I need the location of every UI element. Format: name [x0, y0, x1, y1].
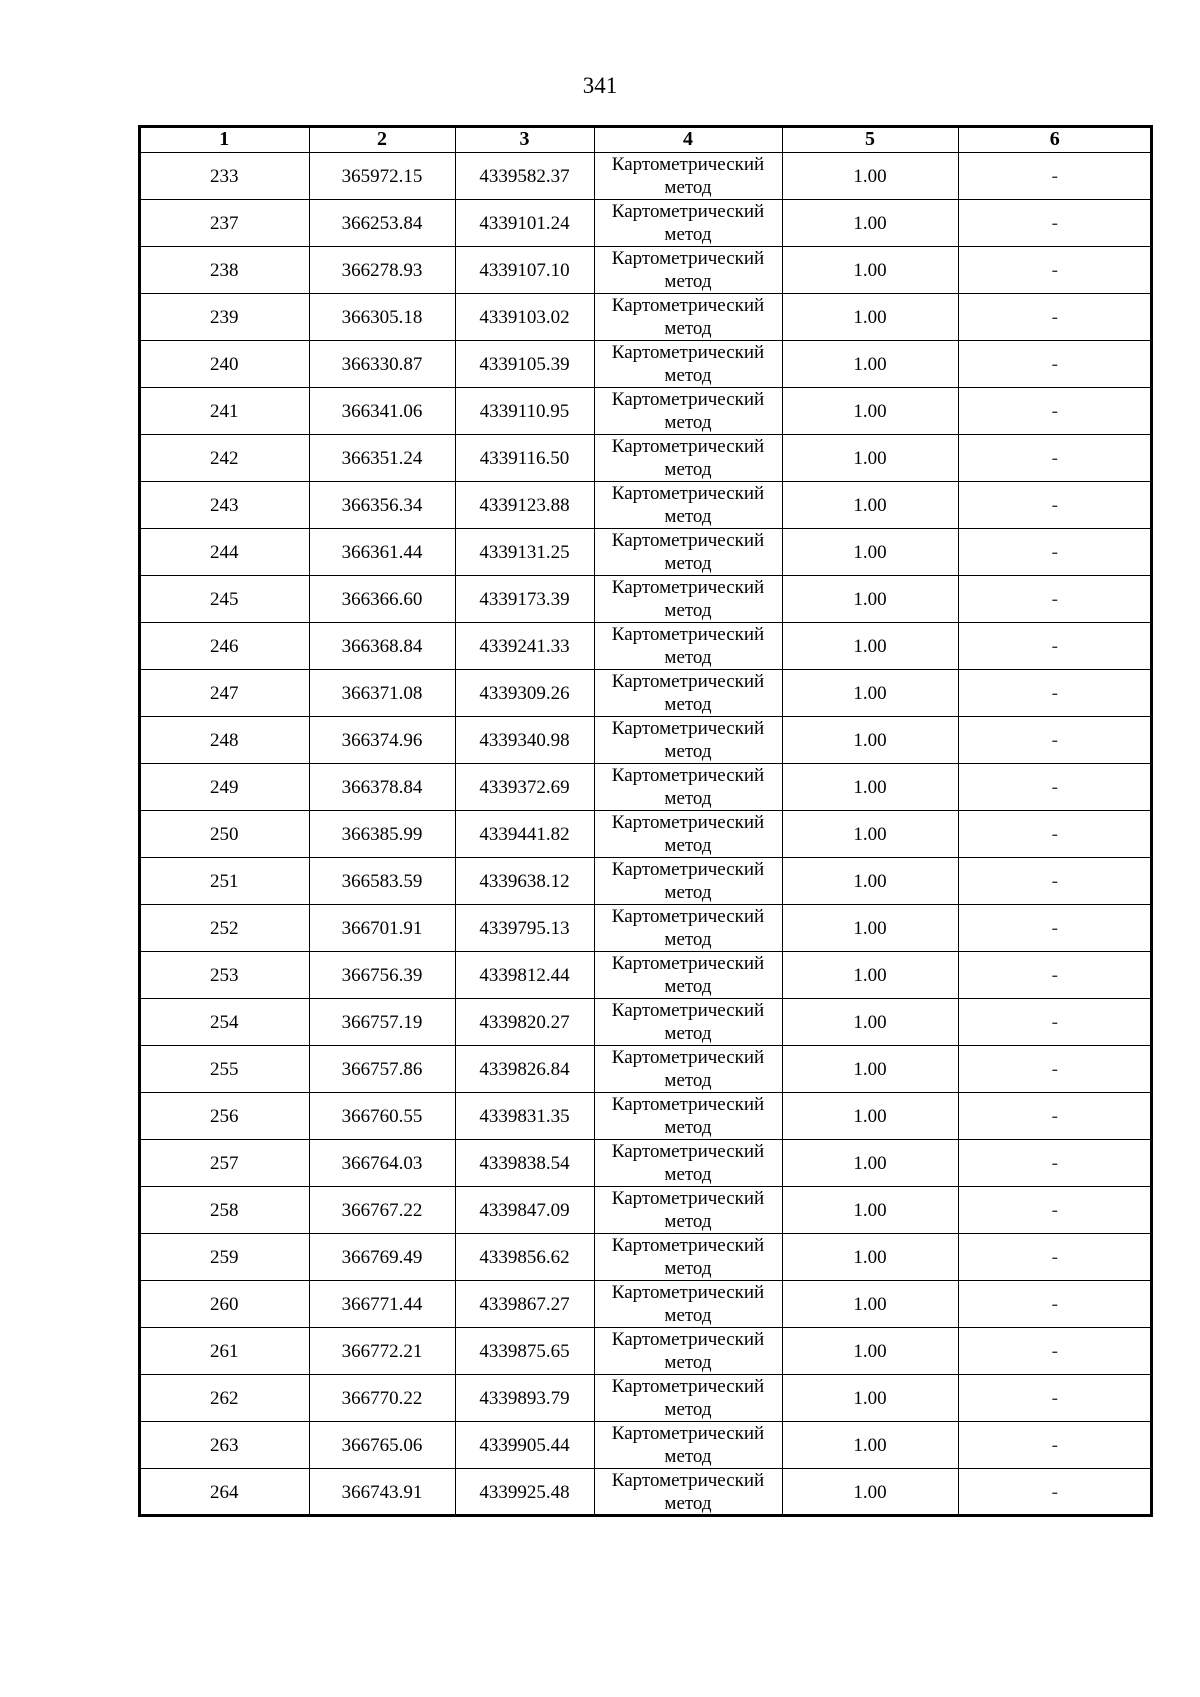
method-text-line-1: Картометрический [611, 1282, 765, 1303]
method-cell [594, 153, 782, 200]
method-text-line-2: метод [664, 929, 712, 950]
method-text-line-1: Картометрический [611, 812, 765, 833]
method-text-line-2: метод [664, 788, 712, 809]
x-coordinate-cell: 366330.87 [309, 341, 455, 388]
method-cell [594, 952, 782, 999]
method-text-line-1: Картометрический [611, 1235, 765, 1256]
method-text-line-1: Картометрический [611, 765, 765, 786]
y-coordinate-cell: 4339123.88 [455, 482, 594, 529]
column-header-4: 4 [594, 126, 782, 153]
method-text-line-1: Картометрический [611, 906, 765, 927]
x-coordinate-cell: 366374.96 [309, 717, 455, 764]
table-row [139, 717, 1152, 764]
table-row [139, 1234, 1152, 1281]
method-text-line-1: Картометрический [611, 248, 765, 269]
accuracy-cell: 1.00 [782, 294, 958, 341]
y-coordinate-cell: 4339441.82 [455, 811, 594, 858]
method-text-line-2: метод [664, 882, 712, 903]
method-text-line-2: метод [664, 1164, 712, 1185]
table-row [139, 1328, 1152, 1375]
method-cell [594, 200, 782, 247]
table-row [139, 999, 1152, 1046]
method-cell [594, 294, 782, 341]
point-number-cell: 245 [139, 576, 309, 623]
table-row [139, 576, 1152, 623]
x-coordinate-cell: 366351.24 [309, 435, 455, 482]
x-coordinate-cell: 366371.08 [309, 670, 455, 717]
method-text-line-2: метод [664, 318, 712, 339]
note-cell: - [958, 247, 1152, 294]
note-cell: - [958, 200, 1152, 247]
accuracy-cell: 1.00 [782, 1328, 958, 1375]
method-cell [594, 1234, 782, 1281]
method-cell [594, 999, 782, 1046]
point-number-cell: 257 [139, 1140, 309, 1187]
y-coordinate-cell: 4339105.39 [455, 341, 594, 388]
method-cell [594, 1140, 782, 1187]
note-cell: - [958, 1328, 1152, 1375]
method-text-line-2: метод [664, 1399, 712, 1420]
method-text-line-2: метод [664, 506, 712, 527]
accuracy-cell: 1.00 [782, 1281, 958, 1328]
method-cell [594, 811, 782, 858]
accuracy-cell: 1.00 [782, 952, 958, 999]
point-number-cell: 262 [139, 1375, 309, 1422]
accuracy-cell: 1.00 [782, 1046, 958, 1093]
method-text-line-2: метод [664, 365, 712, 386]
point-number-cell: 258 [139, 1187, 309, 1234]
y-coordinate-cell: 4339309.26 [455, 670, 594, 717]
method-text-line-1: Картометрический [611, 389, 765, 410]
note-cell: - [958, 1234, 1152, 1281]
table-row [139, 1469, 1152, 1517]
method-cell [594, 670, 782, 717]
method-cell [594, 858, 782, 905]
accuracy-cell: 1.00 [782, 247, 958, 294]
column-header-2: 2 [309, 126, 455, 153]
accuracy-cell: 1.00 [782, 153, 958, 200]
accuracy-cell: 1.00 [782, 1375, 958, 1422]
point-number-cell: 259 [139, 1234, 309, 1281]
y-coordinate-cell: 4339173.39 [455, 576, 594, 623]
method-text-line-2: метод [664, 1352, 712, 1373]
y-coordinate-cell: 4339893.79 [455, 1375, 594, 1422]
method-text-line-2: метод [664, 835, 712, 856]
method-text-line-1: Картометрический [611, 295, 765, 316]
table-row [139, 764, 1152, 811]
note-cell: - [958, 717, 1152, 764]
method-text-line-1: Картометрический [611, 530, 765, 551]
method-text-line-2: метод [664, 976, 712, 997]
method-cell [594, 482, 782, 529]
table-row [139, 247, 1152, 294]
accuracy-cell: 1.00 [782, 1140, 958, 1187]
point-number-cell: 250 [139, 811, 309, 858]
point-number-cell: 239 [139, 294, 309, 341]
x-coordinate-cell: 366772.21 [309, 1328, 455, 1375]
y-coordinate-cell: 4339638.12 [455, 858, 594, 905]
table-row [139, 1140, 1152, 1187]
table-row [139, 294, 1152, 341]
table-row [139, 1375, 1152, 1422]
y-coordinate-cell: 4339856.62 [455, 1234, 594, 1281]
note-cell: - [958, 1469, 1152, 1517]
accuracy-cell: 1.00 [782, 1093, 958, 1140]
table-row [139, 1093, 1152, 1140]
point-number-cell: 253 [139, 952, 309, 999]
table-row [139, 905, 1152, 952]
x-coordinate-cell: 366765.06 [309, 1422, 455, 1469]
table-row [139, 623, 1152, 670]
method-text-line-1: Картометрический [611, 342, 765, 363]
accuracy-cell: 1.00 [782, 858, 958, 905]
method-text-line-2: метод [664, 271, 712, 292]
x-coordinate-cell: 366767.22 [309, 1187, 455, 1234]
method-text-line-1: Картометрический [611, 201, 765, 222]
column-header-1: 1 [139, 126, 309, 153]
method-cell [594, 247, 782, 294]
method-text-line-1: Картометрический [611, 1329, 765, 1350]
x-coordinate-cell: 365972.15 [309, 153, 455, 200]
note-cell: - [958, 529, 1152, 576]
accuracy-cell: 1.00 [782, 764, 958, 811]
accuracy-cell: 1.00 [782, 435, 958, 482]
method-cell [594, 388, 782, 435]
y-coordinate-cell: 4339905.44 [455, 1422, 594, 1469]
point-number-cell: 233 [139, 153, 309, 200]
accuracy-cell: 1.00 [782, 482, 958, 529]
point-number-cell: 247 [139, 670, 309, 717]
note-cell: - [958, 999, 1152, 1046]
method-text-line-1: Картометрический [611, 1188, 765, 1209]
x-coordinate-cell: 366253.84 [309, 200, 455, 247]
method-text-line-1: Картометрический [611, 1470, 765, 1491]
point-number-cell: 241 [139, 388, 309, 435]
x-coordinate-cell: 366769.49 [309, 1234, 455, 1281]
method-text-line-2: метод [664, 694, 712, 715]
point-number-cell: 256 [139, 1093, 309, 1140]
point-number-cell: 244 [139, 529, 309, 576]
method-text-line-1: Картометрический [611, 859, 765, 880]
y-coordinate-cell: 4339116.50 [455, 435, 594, 482]
x-coordinate-cell: 366366.60 [309, 576, 455, 623]
method-text-line-2: метод [664, 412, 712, 433]
x-coordinate-cell: 366764.03 [309, 1140, 455, 1187]
method-text-line-2: метод [664, 1070, 712, 1091]
table-body [139, 153, 1152, 1517]
table-row [139, 482, 1152, 529]
method-cell [594, 1328, 782, 1375]
x-coordinate-cell: 366757.19 [309, 999, 455, 1046]
accuracy-cell: 1.00 [782, 200, 958, 247]
method-text-line-1: Картометрический [611, 1376, 765, 1397]
point-number-cell: 240 [139, 341, 309, 388]
method-cell [594, 1422, 782, 1469]
y-coordinate-cell: 4339101.24 [455, 200, 594, 247]
method-text-line-2: метод [664, 1493, 712, 1514]
note-cell: - [958, 482, 1152, 529]
method-text-line-1: Картометрический [611, 154, 765, 175]
table-row [139, 1281, 1152, 1328]
point-number-cell: 249 [139, 764, 309, 811]
table-row [139, 153, 1152, 200]
method-text-line-2: метод [664, 1305, 712, 1326]
note-cell: - [958, 1187, 1152, 1234]
x-coordinate-cell: 366583.59 [309, 858, 455, 905]
point-number-cell: 255 [139, 1046, 309, 1093]
note-cell: - [958, 764, 1152, 811]
method-text-line-1: Картометрический [611, 436, 765, 457]
method-text-line-1: Картометрический [611, 1423, 765, 1444]
note-cell: - [958, 905, 1152, 952]
column-header-3: 3 [455, 126, 594, 153]
y-coordinate-cell: 4339867.27 [455, 1281, 594, 1328]
page-number: 341 [582, 73, 618, 98]
note-cell: - [958, 811, 1152, 858]
method-text-line-1: Картометрический [611, 953, 765, 974]
point-number-cell: 254 [139, 999, 309, 1046]
accuracy-cell: 1.00 [782, 1469, 958, 1517]
table-row [139, 529, 1152, 576]
x-coordinate-cell: 366305.18 [309, 294, 455, 341]
accuracy-cell: 1.00 [782, 1234, 958, 1281]
method-text-line-2: метод [664, 600, 712, 621]
method-text-line-1: Картометрический [611, 577, 765, 598]
method-text-line-2: метод [664, 741, 712, 762]
y-coordinate-cell: 4339812.44 [455, 952, 594, 999]
point-number-cell: 246 [139, 623, 309, 670]
method-text-line-1: Картометрический [611, 671, 765, 692]
note-cell: - [958, 341, 1152, 388]
x-coordinate-cell: 366278.93 [309, 247, 455, 294]
point-number-cell: 261 [139, 1328, 309, 1375]
point-number-cell: 264 [139, 1469, 309, 1517]
x-coordinate-cell: 366341.06 [309, 388, 455, 435]
table-row [139, 435, 1152, 482]
note-cell: - [958, 435, 1152, 482]
method-text-line-1: Картометрический [611, 1000, 765, 1021]
method-text-line-1: Картометрический [611, 718, 765, 739]
y-coordinate-cell: 4339131.25 [455, 529, 594, 576]
table-row [139, 811, 1152, 858]
method-cell [594, 717, 782, 764]
note-cell: - [958, 858, 1152, 905]
coordinates-table [138, 125, 1153, 1517]
table-row [139, 1187, 1152, 1234]
y-coordinate-cell: 4339831.35 [455, 1093, 594, 1140]
accuracy-cell: 1.00 [782, 529, 958, 576]
accuracy-cell: 1.00 [782, 623, 958, 670]
note-cell: - [958, 1140, 1152, 1187]
point-number-cell: 242 [139, 435, 309, 482]
method-text-line-2: метод [664, 1117, 712, 1138]
accuracy-cell: 1.00 [782, 811, 958, 858]
note-cell: - [958, 1093, 1152, 1140]
method-text-line-2: метод [664, 1023, 712, 1044]
accuracy-cell: 1.00 [782, 388, 958, 435]
method-cell [594, 576, 782, 623]
method-text-line-1: Картометрический [611, 1141, 765, 1162]
x-coordinate-cell: 366378.84 [309, 764, 455, 811]
note-cell: - [958, 623, 1152, 670]
y-coordinate-cell: 4339107.10 [455, 247, 594, 294]
note-cell: - [958, 576, 1152, 623]
note-cell: - [958, 1281, 1152, 1328]
note-cell: - [958, 1422, 1152, 1469]
y-coordinate-cell: 4339241.33 [455, 623, 594, 670]
method-cell [594, 1187, 782, 1234]
note-cell: - [958, 952, 1152, 999]
point-number-cell: 260 [139, 1281, 309, 1328]
table-row [139, 1422, 1152, 1469]
table-row [139, 388, 1152, 435]
x-coordinate-cell: 366771.44 [309, 1281, 455, 1328]
y-coordinate-cell: 4339925.48 [455, 1469, 594, 1517]
point-number-cell: 243 [139, 482, 309, 529]
method-text-line-1: Картометрический [611, 624, 765, 645]
method-text-line-2: метод [664, 1258, 712, 1279]
y-coordinate-cell: 4339847.09 [455, 1187, 594, 1234]
accuracy-cell: 1.00 [782, 1187, 958, 1234]
note-cell: - [958, 670, 1152, 717]
header-row [139, 126, 1152, 153]
x-coordinate-cell: 366356.34 [309, 482, 455, 529]
point-number-cell: 263 [139, 1422, 309, 1469]
note-cell: - [958, 1046, 1152, 1093]
y-coordinate-cell: 4339826.84 [455, 1046, 594, 1093]
method-cell [594, 529, 782, 576]
accuracy-cell: 1.00 [782, 717, 958, 764]
point-number-cell: 238 [139, 247, 309, 294]
y-coordinate-cell: 4339372.69 [455, 764, 594, 811]
accuracy-cell: 1.00 [782, 341, 958, 388]
table-row [139, 952, 1152, 999]
x-coordinate-cell: 366760.55 [309, 1093, 455, 1140]
table-row [139, 341, 1152, 388]
y-coordinate-cell: 4339110.95 [455, 388, 594, 435]
note-cell: - [958, 153, 1152, 200]
x-coordinate-cell: 366743.91 [309, 1469, 455, 1517]
method-text-line-2: метод [664, 224, 712, 245]
method-text-line-2: метод [664, 1211, 712, 1232]
x-coordinate-cell: 366756.39 [309, 952, 455, 999]
method-cell [594, 1375, 782, 1422]
method-cell [594, 1281, 782, 1328]
method-cell [594, 1469, 782, 1517]
method-text-line-2: метод [664, 459, 712, 480]
method-text-line-2: метод [664, 647, 712, 668]
method-cell [594, 1046, 782, 1093]
note-cell: - [958, 1375, 1152, 1422]
x-coordinate-cell: 366385.99 [309, 811, 455, 858]
column-header-6: 6 [958, 126, 1152, 153]
method-text-line-1: Картометрический [611, 483, 765, 504]
method-text-line-2: метод [664, 1446, 712, 1467]
point-number-cell: 252 [139, 905, 309, 952]
y-coordinate-cell: 4339340.98 [455, 717, 594, 764]
column-header-5: 5 [782, 126, 958, 153]
accuracy-cell: 1.00 [782, 1422, 958, 1469]
y-coordinate-cell: 4339820.27 [455, 999, 594, 1046]
x-coordinate-cell: 366368.84 [309, 623, 455, 670]
method-text-line-1: Картометрический [611, 1094, 765, 1115]
accuracy-cell: 1.00 [782, 999, 958, 1046]
table-row [139, 670, 1152, 717]
method-text-line-2: метод [664, 177, 712, 198]
method-cell [594, 435, 782, 482]
y-coordinate-cell: 4339838.54 [455, 1140, 594, 1187]
note-cell: - [958, 294, 1152, 341]
table-row [139, 1046, 1152, 1093]
point-number-cell: 248 [139, 717, 309, 764]
accuracy-cell: 1.00 [782, 905, 958, 952]
method-cell [594, 341, 782, 388]
method-cell [594, 623, 782, 670]
point-number-cell: 251 [139, 858, 309, 905]
note-cell: - [958, 388, 1152, 435]
y-coordinate-cell: 4339582.37 [455, 153, 594, 200]
method-text-line-1: Картометрический [611, 1047, 765, 1068]
y-coordinate-cell: 4339103.02 [455, 294, 594, 341]
table-row [139, 858, 1152, 905]
x-coordinate-cell: 366701.91 [309, 905, 455, 952]
accuracy-cell: 1.00 [782, 576, 958, 623]
x-coordinate-cell: 366757.86 [309, 1046, 455, 1093]
x-coordinate-cell: 366361.44 [309, 529, 455, 576]
method-cell [594, 1093, 782, 1140]
method-text-line-2: метод [664, 553, 712, 574]
y-coordinate-cell: 4339875.65 [455, 1328, 594, 1375]
point-number-cell: 237 [139, 200, 309, 247]
accuracy-cell: 1.00 [782, 670, 958, 717]
method-cell [594, 764, 782, 811]
table-row [139, 200, 1152, 247]
y-coordinate-cell: 4339795.13 [455, 905, 594, 952]
method-cell [594, 905, 782, 952]
x-coordinate-cell: 366770.22 [309, 1375, 455, 1422]
